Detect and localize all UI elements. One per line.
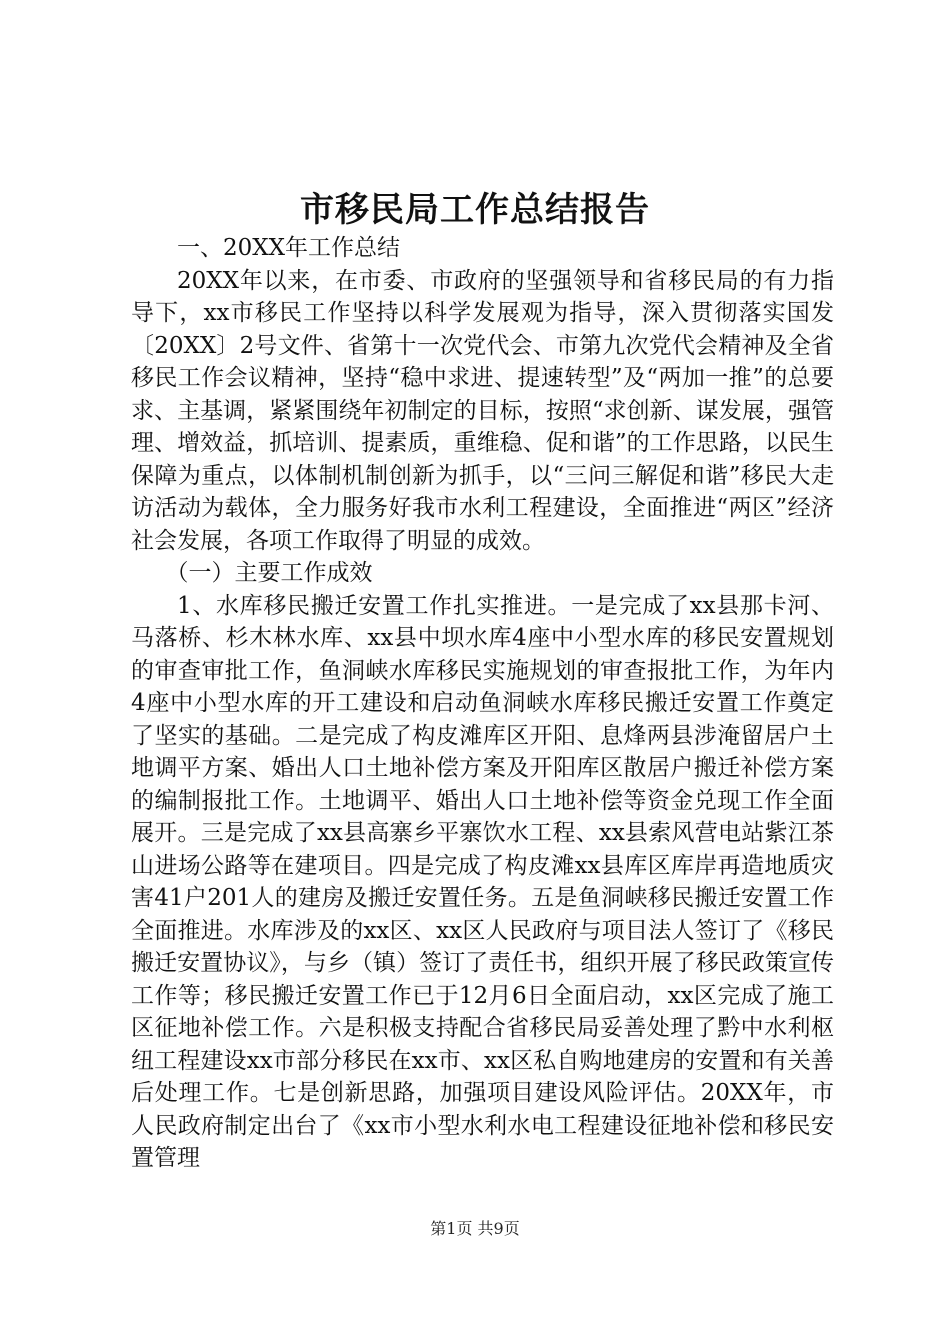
body-paragraph: 1、水库移民搬迁安置工作扎实推进。一是完成了xx县那卡河、马落桥、杉木林水库、xx县中坝水库4座中小型水库的移民安置规划的审查审批工作，鱼洞峡水库移民实施规划的审查报批工作，为年内4座中小型水库的开工建设和启动鱼洞峡水库移民搬迁安置工作奠定了坚实的基础。二是完成了构皮滩库区开阳、息烽两县涉淹留居户土地调平方案、婚出人口土地补偿方案及开阳库区散居户搬迁补偿方案的编制报批工作。土地调平、婚出人口土地补偿等资金兑现工作全面展开。三是完成了xx县高寨乡平寨饮水工程、xx县索风营电站紫江茶山进场公路等在建项目。四是完成了构皮滩xx县库区库岸再造地质灾害41户201人的建房及搬迁安置任务。五是鱼洞峡移民搬迁安置工作全面推进。水库涉及的xx区、xx区人民政府与项目法人签订了《移民搬迁安置协议》，与乡（镇）签订了责任书，组织开展了移民政策宣传工作等；移民搬迁安置工作已于12月6日全面启动，xx区完成了施工区征地补偿工作。六是积极支持配合省移民局妥善处理了黔中水利枢纽工程建设xx市部分移民在xx市、xx区私自购地建房的安置和有关善后处理工作。七是创新思路，加强项目建设风险评估。20XX年，市人民政府制定出台了《xx市小型水利水电工程建设征地补偿和移民安置管理 [131, 592, 834, 1171]
section-heading: 一、20XX年工作总结 [177, 235, 401, 261]
body-paragraph: 20XX年以来，在市委、市政府的坚强领导和省移民局的有力指导下，xx市移民工作坚持以科学发展观为指导，深入贯彻落实国发〔20XX〕2号文件、省第十一次党代会、市第九次党代会精神及全省移民工作会议精神，坚持“稳中求进、提速转型”及“两加一推”的总要求、主基调，紧紧围绕年初制定的目标，按照“求创新、谋发展，强管理、增效益，抓培训、提素质，重维稳、促和谐”的工作思路，以民生保障为重点，以体制机制创新为抓手，以“三问三解促和谐”移民大走访活动为载体，全力服务好我市水利工程建设，全面推进“两区”经济社会发展，各项工作取得了明显的成效。 [131, 267, 834, 554]
document-title: 市移民局工作总结报告 [300, 190, 650, 230]
document-body [131, 232, 834, 1175]
page-footer: 第1页 共9页 [430, 1219, 520, 1238]
subsection-heading: （一）主要工作成效 [165, 560, 373, 586]
